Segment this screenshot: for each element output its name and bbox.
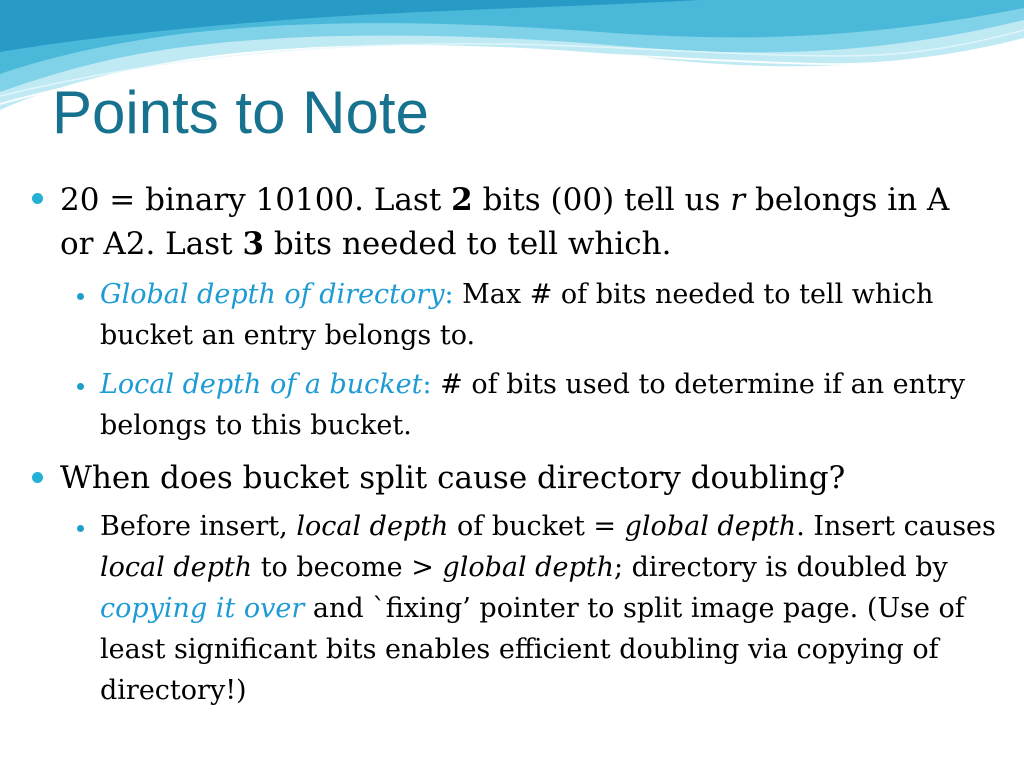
local-depth-term: Local depth of a bucket <box>100 369 423 400</box>
italic-run: local depth <box>296 511 449 542</box>
text-run: of bucket = <box>448 511 625 542</box>
global-depth-term: Global depth of directory <box>100 279 445 310</box>
bullet-directory-doubling: When does bucket split cause directory doubling? <box>60 460 846 496</box>
sub-bullet-dot <box>77 383 84 390</box>
text-run: belongs in A or A2. Last <box>60 182 950 262</box>
colon: : <box>422 369 432 400</box>
bold-run: 2 <box>451 182 473 218</box>
text-run: Max # of bits needed to tell which bucket an entry belongs to. <box>100 279 934 351</box>
text-run: bits (00) tell us <box>472 182 731 218</box>
bullet-dot <box>32 193 43 204</box>
text-run: and `fixing’ pointer to split image page. (Use of least significant bits enables efficient doubling via copying of directory!) <box>100 593 965 706</box>
bullet-binary-20 <box>60 178 990 266</box>
text-run: . Insert causes <box>796 511 996 542</box>
italic-run: global depth <box>624 511 797 542</box>
colon: : <box>444 279 454 310</box>
bold-run: 3 <box>242 226 265 262</box>
bullet-dot <box>32 472 43 483</box>
italic-run: local depth <box>100 552 253 583</box>
sub-bullet-dot <box>77 293 84 300</box>
copying-it-over-term: copying it over <box>100 593 305 624</box>
sub-bullet-before-insert <box>100 506 1000 711</box>
text-run: Before insert, <box>100 511 297 542</box>
text-run: bits needed to tell which. <box>264 226 672 262</box>
italic-run: r <box>730 182 746 218</box>
sub-bullet-dot <box>77 525 84 532</box>
italic-run: global depth <box>442 552 614 583</box>
text-run: ; directory is doubled by <box>613 552 948 583</box>
text-run: # of bits used to determine if an entry belongs to this bucket. <box>100 369 966 441</box>
sub-bullet-local-depth <box>100 364 1000 446</box>
sub-bullet-global-depth <box>100 274 1000 356</box>
text-run: to become > <box>252 552 443 583</box>
text-run: 20 = binary 10100. Last <box>60 182 452 218</box>
slide-title: Points to Note <box>52 79 429 146</box>
